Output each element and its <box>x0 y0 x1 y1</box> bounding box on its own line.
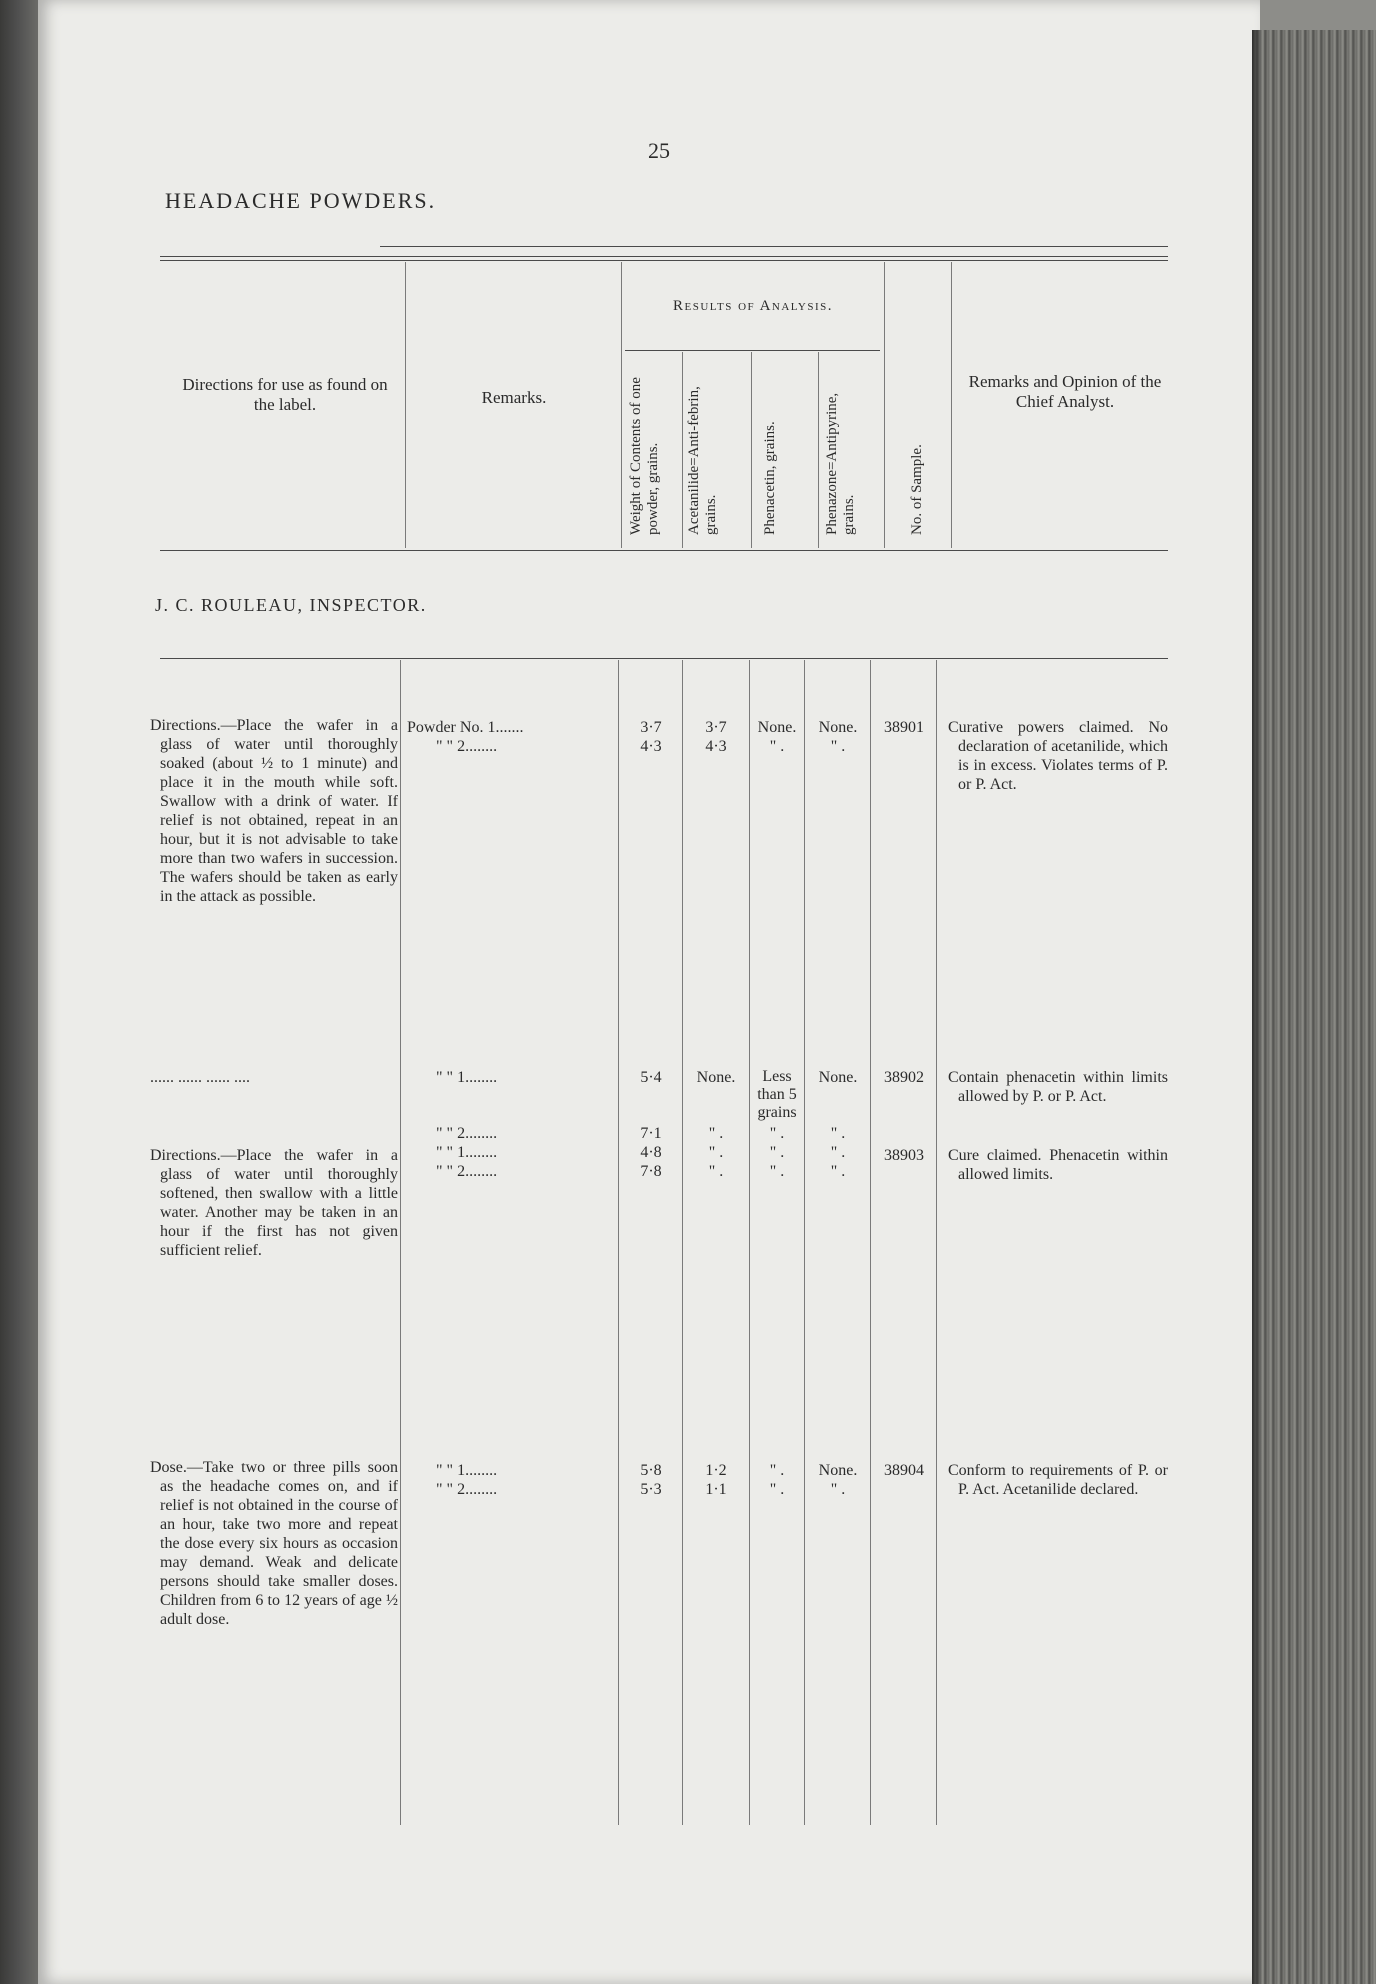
entry-weight: 7·8 <box>640 1163 662 1180</box>
col-divider <box>751 352 752 548</box>
col-divider <box>818 352 819 548</box>
results-subrule <box>625 350 880 351</box>
entry-acetanilide: 4·3 <box>705 738 727 755</box>
header-bottom-rule <box>160 550 1168 551</box>
entry-opinion: Contain phenacetin within limits allowed by P. or P. Act. <box>948 1069 1168 1105</box>
entry-sample-no: 38904 <box>884 1462 924 1479</box>
entry-phenacetin: " . <box>769 738 785 755</box>
entry-weight: 4·3 <box>640 738 662 755</box>
entry-remark: " " 1........ <box>436 1462 498 1479</box>
entry-phenazone: " . <box>830 1481 846 1498</box>
col-divider <box>936 660 937 1825</box>
entry-sample-no: 38903 <box>884 1147 924 1164</box>
col-divider <box>951 262 952 548</box>
header-sample-no: No. of Sample. <box>909 444 925 535</box>
entry-remark: " " 2........ <box>436 738 498 755</box>
entry-acetanilide: None. <box>696 1069 736 1086</box>
entry-acetanilide: " . <box>708 1125 724 1142</box>
entry-weight: 7·1 <box>640 1125 662 1142</box>
entry-phenacetin: " . <box>769 1462 785 1479</box>
entry-sample-no: 38901 <box>884 719 924 736</box>
entry-remark: Powder No. 1....... <box>407 719 524 736</box>
header-remarks: Remarks. <box>481 388 547 407</box>
entry-phenacetin: " . <box>769 1144 785 1161</box>
header-directions: Directions for use as found on the label. <box>182 375 388 414</box>
entry-acetanilide: " . <box>708 1144 724 1161</box>
top-rule-1 <box>380 246 1168 247</box>
entry-phenazone: " . <box>830 1163 846 1180</box>
entry-weight: 5·4 <box>640 1069 662 1086</box>
header-opinion: Remarks and Opinion of the Chief Analyst. <box>968 372 1162 411</box>
inspector-rule <box>160 658 1168 659</box>
header-results-of-analysis: Results of Analysis. <box>673 298 833 314</box>
entry-remark: " " 1........ <box>436 1069 498 1086</box>
entry-opinion: Curative powers claimed. No declaration of acetanilide, which is in excess. Violates terms of P. or P. Act. <box>948 719 1168 793</box>
header-acetanilide: Acetanilide=Anti-febrin, grains. <box>686 386 719 535</box>
entry-remark: " " 2........ <box>436 1481 498 1498</box>
entry-weight: 5·8 <box>640 1462 662 1479</box>
entry-phenazone: " . <box>830 1144 846 1161</box>
header-phenacetin: Phenacetin, grains. <box>762 421 778 535</box>
entry-acetanilide: 3·7 <box>705 719 727 736</box>
entry-weight: 3·7 <box>640 719 662 736</box>
top-rule-3 <box>160 260 1168 261</box>
entry-directions: Directions.—Place the wafer in a glass of water until thoroughly soaked (about ½ to 1 minute) and place it in the mouth while soft. Swallow with a drink of water. If relief is not obtained, repeat in an hour, but it is not advisable to take more than two wafers in succession. The wafers should be taken as early in the attack as possible. <box>150 717 398 905</box>
header-phenazone: Phenazone=Antipyrine, grains. <box>824 392 857 535</box>
entry-phenazone: None. <box>818 1462 858 1479</box>
entry-acetanilide: 1·1 <box>705 1481 727 1498</box>
entry-weight: 5·3 <box>640 1481 662 1498</box>
entry-directions: ...... ...... ...... .... <box>150 1069 250 1086</box>
entry-acetanilide: " . <box>708 1163 724 1180</box>
header-weight: Weight of Contents of one powder, grains. <box>628 377 661 535</box>
top-rule-2 <box>160 256 1168 257</box>
entry-remark: " " 2........ <box>436 1163 498 1180</box>
col-divider <box>400 660 401 1825</box>
col-divider <box>618 660 619 1825</box>
entry-directions: Dose.—Take two or three pills soon as the headache comes on, and if relief is not obtained in the course of an hour, take two more and repeat the dose every six hours as occasion may demand. Weak and delicate persons should take smaller doses. Children from 6 to 12 years of age ½ adult dose. <box>150 1459 398 1628</box>
entry-phenazone: None. <box>818 1069 858 1086</box>
col-divider <box>682 352 683 548</box>
col-divider <box>804 660 805 1825</box>
page-edges <box>1252 30 1376 1984</box>
entry-sample-no: 38902 <box>884 1069 924 1086</box>
inspector-heading: J. C. ROULEAU, INSPECTOR. <box>155 595 427 615</box>
entry-remark: " " 1........ <box>436 1144 498 1161</box>
col-divider <box>870 660 871 1825</box>
col-divider <box>884 262 885 548</box>
entry-acetanilide: 1·2 <box>705 1462 727 1479</box>
entry-remark: " " 2........ <box>436 1125 498 1142</box>
entry-phenacetin: " . <box>769 1125 785 1142</box>
col-divider <box>405 262 406 548</box>
col-divider <box>749 660 750 1825</box>
entry-directions: Directions.—Place the wafer in a glass of water until thoroughly softened, then swallow with a little water. Another may be taken in an hour if the first has not given sufficient relief. <box>150 1147 398 1259</box>
entry-opinion: Conform to requirements of P. or P. Act. Acetanilide declared. <box>948 1462 1168 1498</box>
entry-phenazone: " . <box>830 1125 846 1142</box>
entry-phenacetin: None. <box>757 719 797 736</box>
page-title: HEADACHE POWDERS. <box>165 188 437 213</box>
entry-opinion: Cure claimed. Phenacetin within allowed limits. <box>948 1147 1168 1183</box>
col-divider <box>682 660 683 1825</box>
entry-phenacetin: " . <box>769 1163 785 1180</box>
entry-phenacetin: Less than 5 grains <box>757 1068 797 1121</box>
entry-phenacetin: " . <box>769 1481 785 1498</box>
entry-phenazone: " . <box>830 738 846 755</box>
entry-weight: 4·8 <box>640 1144 662 1161</box>
entry-phenazone: None. <box>818 719 858 736</box>
page-number: 25 <box>648 138 670 163</box>
